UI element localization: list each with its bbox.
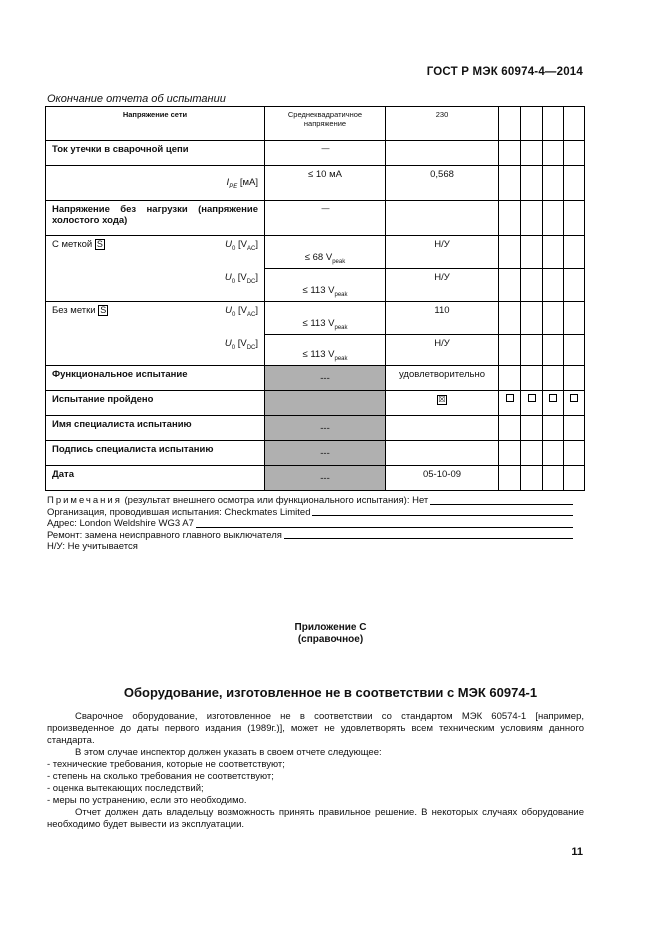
leak-limit: ≤ 10 мА <box>265 166 386 201</box>
empty-checkbox-icon <box>570 394 578 402</box>
leak-label: Ток утечки в сварочной цепи <box>46 141 265 166</box>
notes-line: Примечания (результат внешнего осмотра или функционального испытания): Нет <box>47 495 573 507</box>
inspector-name-label: Имя специалиста испытанию <box>46 416 265 441</box>
table-row <box>46 141 585 166</box>
paragraph: Сварочное оборудование, изготовленное не в соответствии со стандартом МЭК 60574-1 [например, произведенное до даты первого издания (1989г.)], может не удовлетворять всем техническим условиям данного стандарта. <box>47 711 584 746</box>
section-body <box>47 711 584 831</box>
notes-na-line: Н/У: Не учитывается <box>47 541 138 553</box>
noload-label: Напряжение без нагрузки (напряжение холостого хода) <box>46 201 265 236</box>
notes-org-line: Организация, проводившая испытания: Checkmates Limited <box>47 507 573 519</box>
table-row <box>46 302 585 335</box>
table-row <box>46 366 585 391</box>
table-row <box>46 416 585 441</box>
with-mark-ac-value: Н/У <box>386 236 499 269</box>
notes-address-line: Адрес: London Weldshire WG3 A7 <box>47 518 573 530</box>
noload-dash: — <box>265 201 386 236</box>
list-item: - оценка вытекающих последствий; <box>47 783 204 794</box>
without-mark-ac-value: 110 <box>386 302 499 335</box>
inspector-sign-col2: --- <box>265 441 386 466</box>
annex-subtitle: (справочное) <box>297 634 364 645</box>
annex-title: Приложение С <box>294 622 367 633</box>
table-row <box>46 269 585 302</box>
table-row <box>46 466 585 491</box>
with-mark-ac-limit: ≤ 68 $V_{peak}$ <box>265 236 386 269</box>
list-item: - меры по устранению, если это необходимо. <box>47 795 247 806</box>
without-mark-ac-param: $U_0$ $[V_{AC}]$ <box>225 305 258 318</box>
paragraph: В этом случае инспектор должен указать в своем отчете следующее: <box>75 747 382 758</box>
table-row <box>46 107 585 141</box>
without-mark-dc-value: Н/У <box>386 335 499 366</box>
notes-repair-line: Ремонт: замена неисправного главного выключателя <box>47 530 573 542</box>
passed-label: Испытание пройдено <box>46 391 265 416</box>
table-row <box>46 166 585 201</box>
voltage-type: Среднеквадратичное напряжение <box>265 107 386 141</box>
document-code: ГОСТ Р МЭК 60974-4—2014 <box>426 66 583 78</box>
date-col2: --- <box>265 466 386 491</box>
list-item: - технические требования, которые не соответствуют; <box>47 759 285 770</box>
notes-block <box>47 495 573 553</box>
leak-dash: — <box>265 141 386 166</box>
date-value: 05-10-09 <box>386 466 499 491</box>
annex-heading <box>0 622 661 646</box>
table-caption: Окончание отчета об испытании <box>47 93 226 105</box>
section-title: Оборудование, изготовленное не в соответствии с МЭК 60974-1 <box>123 685 538 700</box>
table-row <box>46 335 585 366</box>
inspector-name-col2: --- <box>265 416 386 441</box>
with-mark-ac-param: $U_0$ $[V_{AC}]$ <box>225 239 258 252</box>
table-row <box>46 236 585 269</box>
empty-checkbox-icon <box>528 394 536 402</box>
empty-checkbox-icon <box>549 394 557 402</box>
s-mark-icon: S <box>100 305 107 315</box>
empty-checkbox-icon <box>506 394 514 402</box>
list-item: - степень на сколько требования не соответствуют; <box>47 771 274 782</box>
s-mark-icon: S <box>96 239 103 249</box>
functional-col2: --- <box>265 366 386 391</box>
without-mark-label: Без метки S <box>52 305 107 316</box>
without-mark-dc-limit: ≤ 113 $V_{peak}$ <box>265 335 386 366</box>
checked-box-icon: ☒ <box>438 395 446 404</box>
inspector-sign-label: Подпись специалиста испытанию <box>46 441 265 466</box>
leak-value: 0,568 <box>386 166 499 201</box>
page-number: 11 <box>571 846 583 858</box>
with-mark-dc-param: $U_0$ $[V_{DC}]$ <box>46 269 265 302</box>
without-mark-ac-limit: ≤ 113 $V_{peak}$ <box>265 302 386 335</box>
with-mark-label: С меткой S <box>52 239 103 250</box>
table-row <box>46 441 585 466</box>
without-mark-dc-param: $U_0$ $[V_{DC}]$ <box>46 335 265 366</box>
voltage-label: Напряжение сети <box>46 107 265 141</box>
functional-result: удовлетворительно <box>386 366 499 391</box>
paragraph: Отчет должен дать владельцу возможность принять правильное решение. В некоторых случаях оборудование необходимо будет вывести из эксплуатации. <box>47 807 584 830</box>
table-row <box>46 391 585 416</box>
functional-label: Функциональное испытание <box>46 366 265 391</box>
table-row <box>46 201 585 236</box>
with-mark-dc-value: Н/У <box>386 269 499 302</box>
voltage-value: 230 <box>386 107 499 141</box>
leak-param: $I_{PE}$ [мА] <box>46 166 265 201</box>
date-label: Дата <box>46 466 265 491</box>
test-report-table <box>45 106 585 491</box>
with-mark-dc-limit: ≤ 113 $V_{peak}$ <box>265 269 386 302</box>
